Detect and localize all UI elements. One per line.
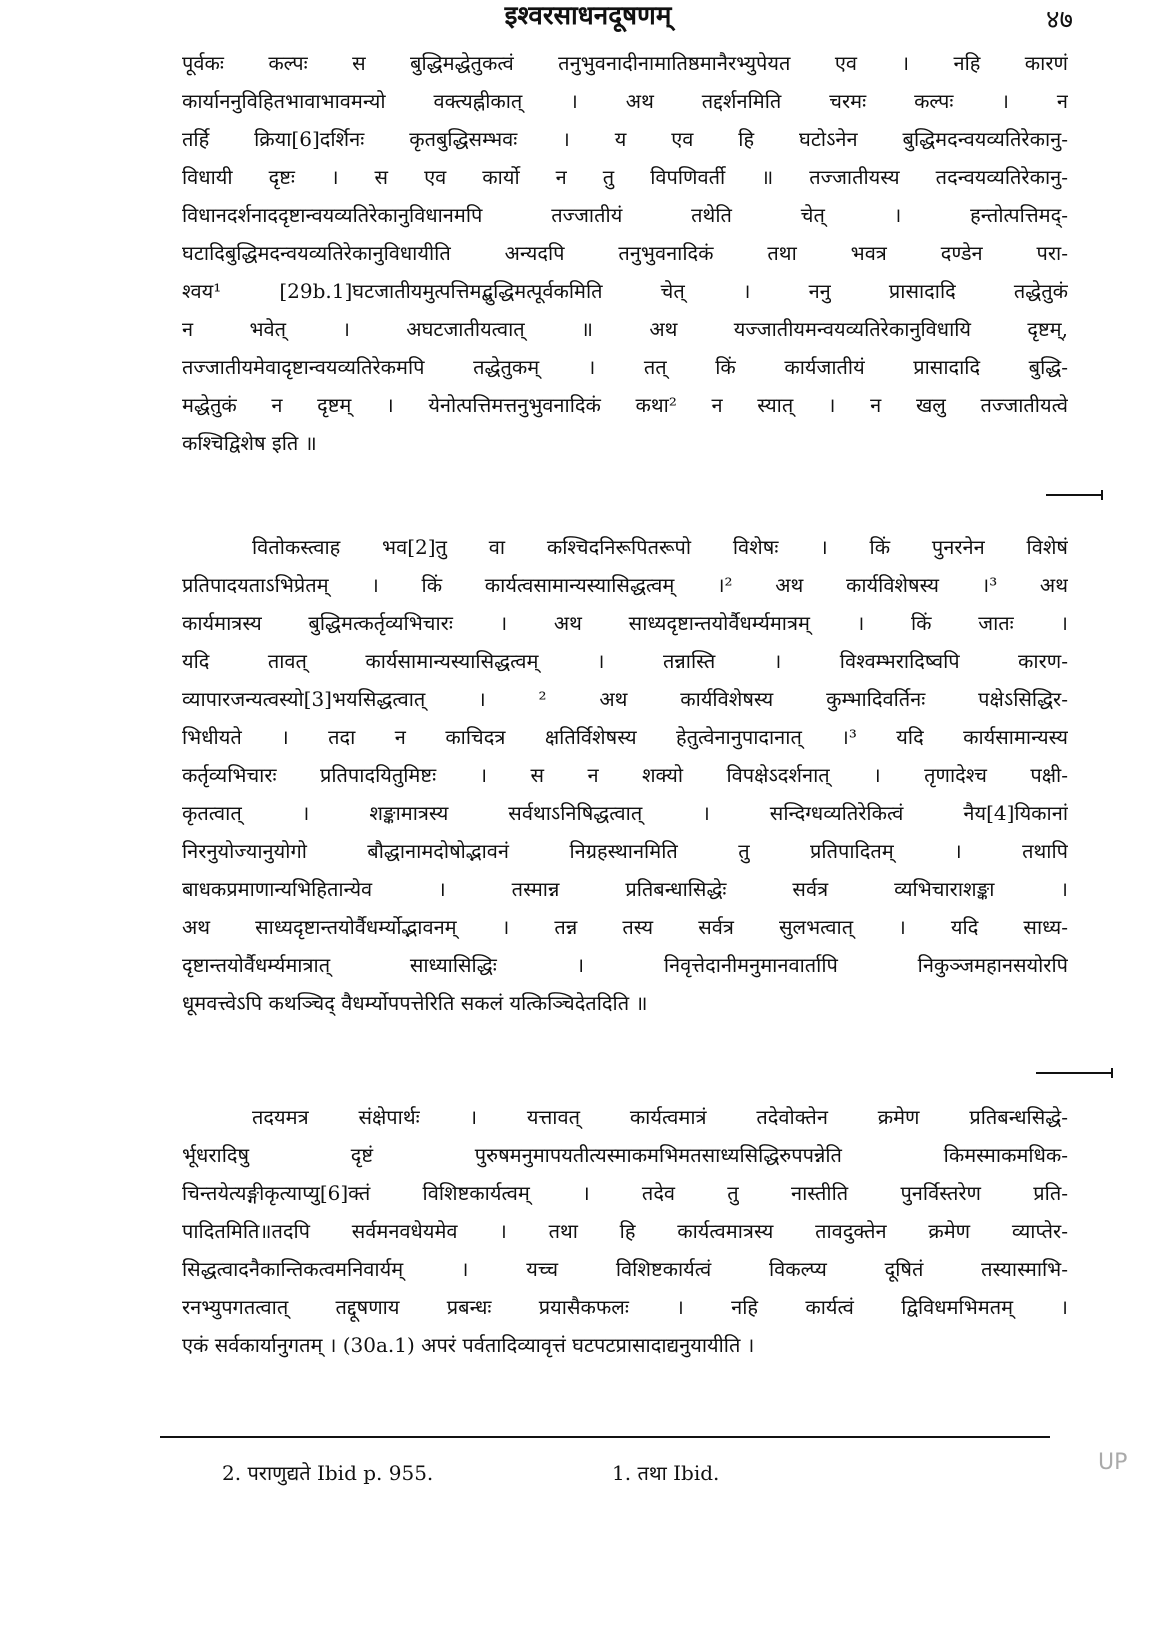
text-line: भिधीयते । तदा न काचिदत्र क्षतिर्विशेषस्य हेतुत्वेनानुपादानात् ।³ यदि कार्यसामान्यस्य [182,725,1068,749]
text-line: कृतत्वात् । शङ्कामात्रस्य सर्वथाऽनिषिद्धत्वात् । सन्दिग्धव्यतिरेकित्वं नैय[4]यिकानां [182,801,1068,825]
text-line: तज्जातीयमेवादृष्टान्वयव्यतिरेकमपि तद्धेतुकम् । तत् किं कार्यजातीयं प्रासादादि बुद्धि- [182,355,1068,379]
text-line: कश्चिद्विशेष इति ॥ [182,431,317,455]
text-line: व्यापारजन्यत्वस्यो[3]भयसिद्धत्वात् । ² अथ कार्यविशेषस्य कुम्भादिवर्तिनः पक्षेऽसिद्धिर- [182,687,1068,711]
text-line: प्रतिपादयताऽभिप्रेतम् । किं कार्यत्वसामान्यस्यासिद्धत्वम् ।² अथ कार्यविशेषस्य ।³ अथ [182,573,1068,597]
text-line: कार्यमात्रस्य बुद्धिमत्कर्तृव्यभिचारः । अथ साध्यदृष्टान्तयोर्वैधर्म्यमात्रम् । किं जातः । [182,611,1068,635]
paragraph-1 [182,44,1068,462]
text-line: चिन्तयेत्यङ्गीकृत्याप्यु[6]क्तं विशिष्टकार्यत्वम् । तदेव तु नास्तीति पुनर्विस्तरेण प्रति- [182,1181,1068,1205]
text-line: तदयमत्र संक्षेपार्थः । यत्तावत् कार्यत्वमात्रं तदेवोक्तेन क्रमेण प्रतिबन्धसिद्धे- [252,1105,1068,1129]
text-line: पादितमिति॥तदपि सर्वमनवधेयमेव । तथा हि कार्यत्वमात्रस्य तावदुक्तेन क्रमेण व्याप्तेर- [182,1219,1068,1243]
text-line: निरनुयोज्यानुयोगो बौद्धानामदोषोद्भावनं निग्रहस्थानमिति तु प्रतिपादितम् । तथापि [182,839,1068,863]
text-line: तर्हि क्रिया[6]दर्शिनः कृतबुद्धिसम्भवः । य एव हि घटोऽनेन बुद्धिमदन्वयव्यतिरेकानु- [182,127,1068,151]
text-line: न भवेत् । अघटजातीयत्वात् ॥ अथ यज्जातीयमन्वयव्यतिरेकानुविधायि दृष्टम्, [182,317,1068,341]
text-line: रनभ्युपगतत्वात् तद्दूषणाय प्रबन्धः प्रयासैकफलः । नहि कार्यत्वं द्विविधमभिमतम् । [182,1295,1068,1319]
text-line: र्भूधरादिषु दृष्टं पुरुषमनुमापयतीत्यस्माकमभिमतसाध्यसिद्धिरुपपन्नेति किमस्माकमधिक- [182,1143,1068,1167]
paragraph-2 [182,528,1068,1022]
section-end-mark [1046,494,1102,496]
text-line: कर्तृव्यभिचारः प्रतिपादयितुमिष्टः । स न शक्यो विपक्षेऽदर्शनात् । तृणादेश्च पक्षी- [182,763,1068,787]
text-line: पूर्वकः कल्पः स बुद्धिमद्धेतुकत्वं तनुभुवनादीनामातिष्ठमानैरभ्युपेयत एव । नहि कारणं [182,51,1068,75]
page-number: ४७ [1046,5,1074,35]
text-line: सिद्धत्वादनैकान्तिकत्वमनिवार्यम् । यच्च विशिष्टकार्यत्वं विकल्प्य दूषितं तस्यास्माभि- [182,1257,1068,1281]
text-line: कार्याननुविहितभावाभावमन्यो वक्त्यह्नीकात् । अथ तद्दर्शनमिति चरमः कल्पः । न [182,89,1068,113]
text-line: दृष्टान्तयोर्वैधर्म्यमात्रात् साध्यासिद्धिः । निवृत्तेदानीमनुमानवार्तापि निकुञ्जमहानसयोरपि [182,953,1068,977]
text-line: यदि तावत् कार्यसामान्यस्यासिद्धत्वम् । तन्नास्ति । विश्वम्भरादिष्वपि कारण- [182,649,1068,673]
footnote-1: 1. तथा Ibid. [612,1461,720,1485]
text-line: बाधकप्रमाणान्यभिहितान्येव । तस्मान्न प्रतिबन्धासिद्धेः सर्वत्र व्यभिचाराशङ्का । [182,877,1068,901]
margin-note: UP [1098,1450,1128,1475]
section-end-mark [1036,1072,1112,1074]
paragraph-3 [182,1098,1068,1364]
text-line: अथ साध्यदृष्टान्तयोर्वैधर्म्योद्भावनम् । तन्न तस्य सर्वत्र सुलभत्वात् । यदि साध्य- [182,915,1068,939]
text-line: मद्धेतुकं न दृष्टम् । येनोत्पत्तिमत्तनुभुवनादिकं कथा² न स्यात् । न खलु तज्जातीयत्वे [182,393,1068,417]
text-line: वितोकस्त्वाह भव[2]तु वा कश्चिदनिरूपितरूपो विशेषः । किं पुनरनेन विशेषं [252,535,1068,559]
text-line: एकं सर्वकार्यानुगतम् । (30a.1) अपरं पर्वतादिव्यावृत्तं घटपटप्रासादाद्यनुयायीति । [182,1333,755,1357]
text-line: विधानदर्शनाददृष्टान्वयव्यतिरेकानुविधानमपि तज्जातीयं तथेति चेत् । हन्तोत्पत्तिमद्- [182,203,1068,227]
text-line: धूमवत्त्वेऽपि कथञ्चिद् वैधर्म्योपपत्तेरिति सकलं यत्किञ्चिदेतदिति ॥ [182,991,648,1015]
footnote-2: 2. पराणुद्यते Ibid p. 955. [222,1461,434,1485]
text-line: विधायी दृष्टः । स एव कार्यो न तु विपणिवर्ती ॥ तज्जातीयस्य तदन्वयव्यतिरेकानु- [182,165,1068,189]
text-line: घटादिबुद्धिमदन्वयव्यतिरेकानुविधायीति अन्यदपि तनुभुवनादिकं तथा भवत्र दण्डेन परा- [182,241,1068,265]
text-line: श्वय¹ [29b.1]घटजातीयमुत्पत्तिमद्बुद्धिमत्पूर्वकमिति चेत् । ननु प्रासादादि तद्धेतुकं [182,279,1068,303]
header-title: इश्वरसाधनदूषणम् [504,1,672,31]
footnote-divider [160,1436,1050,1438]
